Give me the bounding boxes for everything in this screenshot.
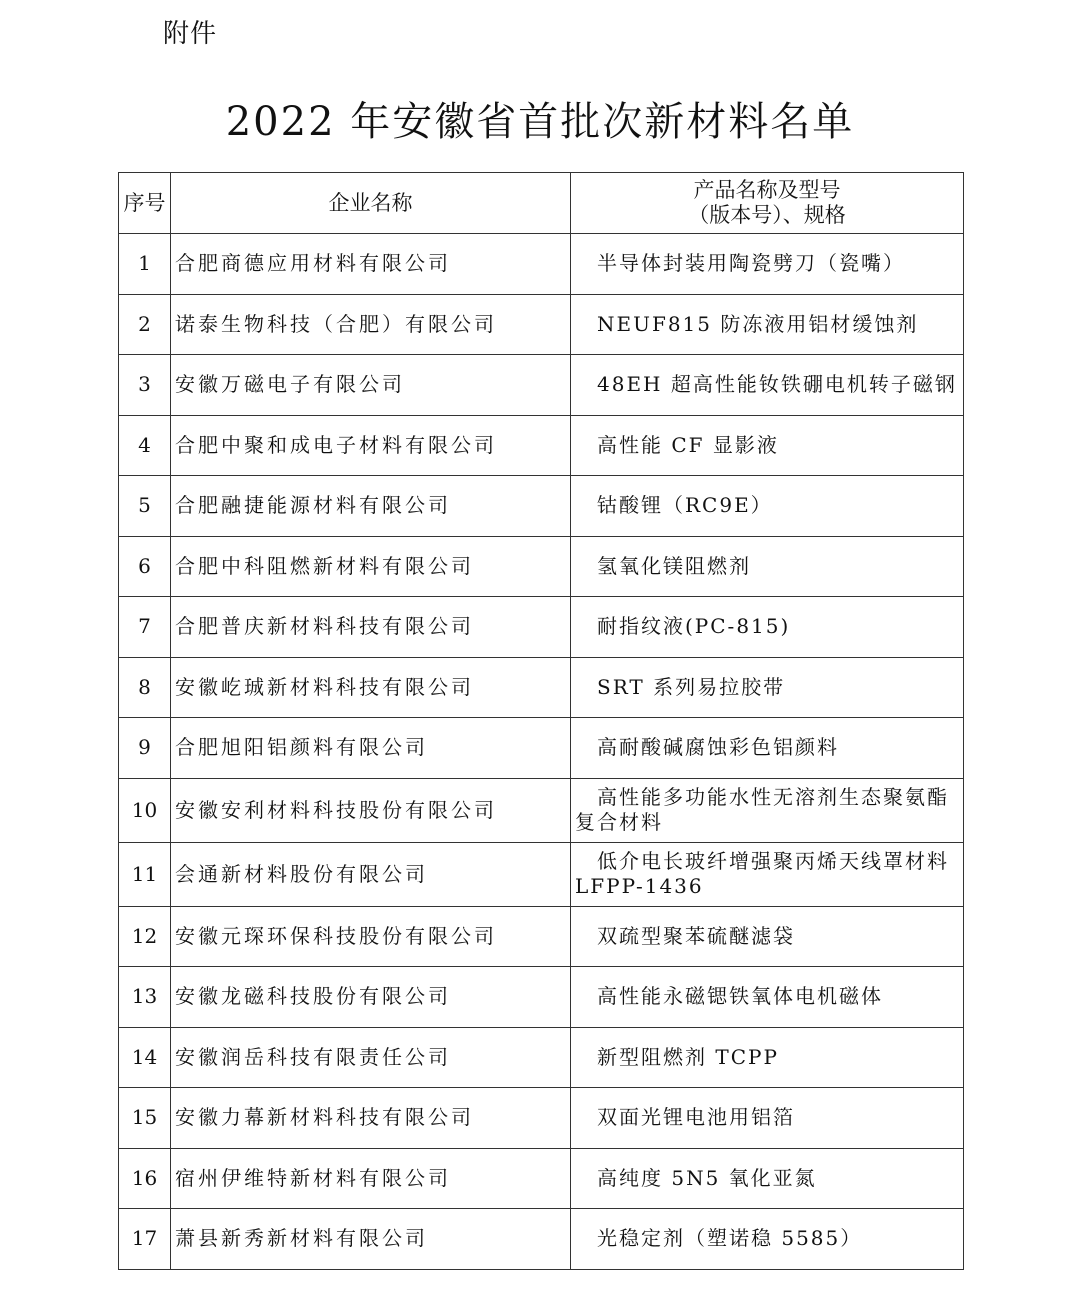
header-product-line1: 产品名称及型号 <box>693 178 841 202</box>
table-row <box>119 906 964 967</box>
table-row <box>119 718 964 779</box>
product-name: 低介电长玻纤增强聚丙烯天线罩材料 LFPP-1436 <box>571 842 964 906</box>
company-name: 合肥普庆新材料科技有限公司 <box>171 597 571 658</box>
product-name: SRT 系列易拉胶带 <box>571 657 964 718</box>
attachment-label: 附件 <box>163 19 218 49</box>
company-name: 安徽龙磁科技股份有限公司 <box>171 967 571 1028</box>
table-row <box>119 597 964 658</box>
table-row <box>119 842 964 906</box>
company-name: 合肥商德应用材料有限公司 <box>171 234 571 295</box>
table-row <box>119 234 964 295</box>
row-number: 7 <box>119 597 171 658</box>
product-name: NEUF815 防冻液用铝材缓蚀剂 <box>571 294 964 355</box>
product-name: 钴酸锂（RC9E） <box>571 476 964 537</box>
table-row <box>119 415 964 476</box>
product-name: 光稳定剂（塑诺稳 5585） <box>571 1209 964 1270</box>
new-materials-table <box>118 172 964 1270</box>
row-number: 9 <box>119 718 171 779</box>
table-row <box>119 476 964 537</box>
product-name: 高耐酸碱腐蚀彩色铝颜料 <box>571 718 964 779</box>
company-name: 安徽力幕新材料科技有限公司 <box>171 1088 571 1149</box>
company-name: 合肥融捷能源材料有限公司 <box>171 476 571 537</box>
product-name: 高性能多功能水性无溶剂生态聚氨酯复合材料 <box>571 778 964 842</box>
row-number: 12 <box>119 906 171 967</box>
table-row <box>119 294 964 355</box>
table-row <box>119 1148 964 1209</box>
row-number: 10 <box>119 778 171 842</box>
row-number: 11 <box>119 842 171 906</box>
row-number: 16 <box>119 1148 171 1209</box>
table-body <box>119 234 964 1270</box>
row-number: 2 <box>119 294 171 355</box>
header-product <box>571 173 964 234</box>
row-number: 1 <box>119 234 171 295</box>
table-row <box>119 778 964 842</box>
product-name: 高纯度 5N5 氧化亚氮 <box>571 1148 964 1209</box>
table-row <box>119 1088 964 1149</box>
table-row <box>119 967 964 1028</box>
row-number: 3 <box>119 355 171 416</box>
row-number: 5 <box>119 476 171 537</box>
header-product-line2: （版本号）、规格 <box>688 203 846 227</box>
product-name: 高性能永磁锶铁氧体电机磁体 <box>571 967 964 1028</box>
row-number: 4 <box>119 415 171 476</box>
header-company: 企业名称 <box>171 173 571 234</box>
company-name: 安徽万磁电子有限公司 <box>171 355 571 416</box>
product-name: 高性能 CF 显影液 <box>571 415 964 476</box>
table-row <box>119 1027 964 1088</box>
product-name: 48EH 超高性能钕铁硼电机转子磁钢 <box>571 355 964 416</box>
table-row <box>119 536 964 597</box>
document-title: 2022 年安徽省首批次新材料名单 <box>225 99 855 145</box>
table-header-row <box>119 173 964 234</box>
row-number: 13 <box>119 967 171 1028</box>
row-number: 6 <box>119 536 171 597</box>
product-name: 双疏型聚苯硫醚滤袋 <box>571 906 964 967</box>
company-name: 安徽润岳科技有限责任公司 <box>171 1027 571 1088</box>
product-name: 氢氧化镁阻燃剂 <box>571 536 964 597</box>
company-name: 萧县新秀新材料有限公司 <box>171 1209 571 1270</box>
table-row <box>119 1209 964 1270</box>
company-name: 合肥中聚和成电子材料有限公司 <box>171 415 571 476</box>
company-name: 会通新材料股份有限公司 <box>171 842 571 906</box>
company-name: 安徽屹珹新材料科技有限公司 <box>171 657 571 718</box>
row-number: 8 <box>119 657 171 718</box>
product-name: 双面光锂电池用铝箔 <box>571 1088 964 1149</box>
company-name: 宿州伊维特新材料有限公司 <box>171 1148 571 1209</box>
company-name: 合肥旭阳铝颜料有限公司 <box>171 718 571 779</box>
header-no: 序号 <box>119 173 171 234</box>
company-name: 安徽安利材料科技股份有限公司 <box>171 778 571 842</box>
company-name: 诺泰生物科技（合肥）有限公司 <box>171 294 571 355</box>
company-name: 安徽元琛环保科技股份有限公司 <box>171 906 571 967</box>
table-row <box>119 355 964 416</box>
table-row <box>119 657 964 718</box>
row-number: 14 <box>119 1027 171 1088</box>
row-number: 15 <box>119 1088 171 1149</box>
row-number: 17 <box>119 1209 171 1270</box>
company-name: 合肥中科阻燃新材料有限公司 <box>171 536 571 597</box>
product-name: 新型阻燃剂 TCPP <box>571 1027 964 1088</box>
product-name: 耐指纹液(PC-815) <box>571 597 964 658</box>
product-name: 半导体封装用陶瓷劈刀（瓷嘴） <box>571 234 964 295</box>
